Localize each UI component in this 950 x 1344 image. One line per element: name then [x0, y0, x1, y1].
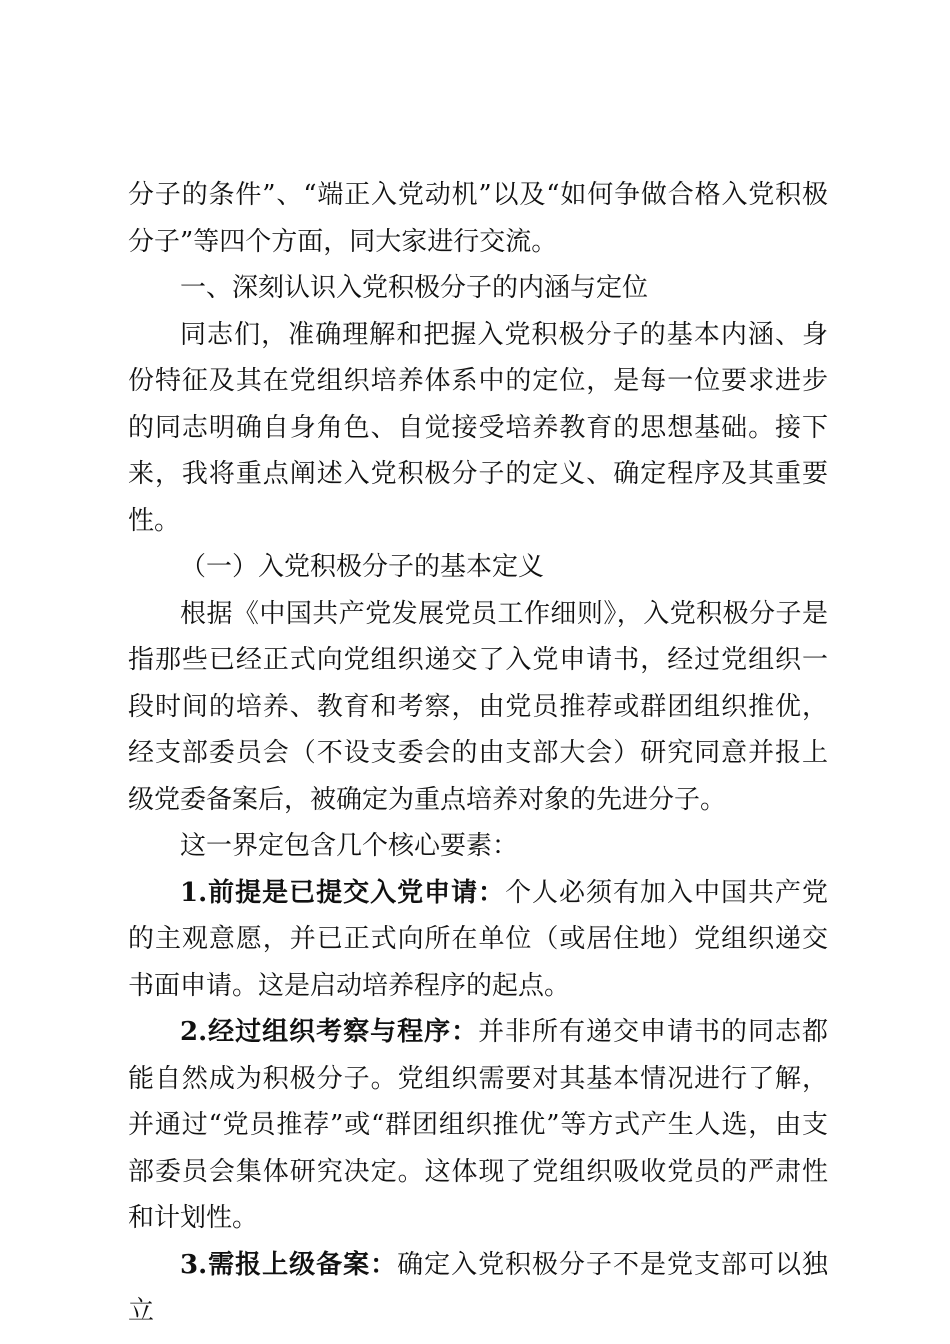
list-item — [128, 870, 828, 1010]
heading-text: （一）入党积极分子的基本定义 — [180, 552, 545, 582]
paragraph — [128, 591, 828, 824]
list-item — [128, 1242, 828, 1335]
paragraph-text: 这一界定包含几个核心要素： — [180, 831, 519, 861]
list-item — [128, 1009, 828, 1242]
list-item-text: 个人必须有加入中国共产党的主观意愿，并已正式向所在单位（或居住地）党组织递交书面申请。这是启动培养程序的起点。 — [128, 877, 828, 1001]
list-item-lead: 2.经过组织考察与程序： — [180, 1017, 479, 1047]
paragraph-continuation — [128, 172, 828, 265]
paragraph-text: 根据《中国共产党发展党员工作细则》，入党积极分子是指那些已经正式向党组织递交了入党申请书，经过党组织一段时间的培养、教育和考察，由党员推荐或群团组织推优，经支部委员会（不设支委会的由支部大会）研究同意并报上级党委备案后，被确定为重点培养对象的先进分子。 — [128, 598, 828, 815]
document-body — [128, 172, 828, 1335]
paragraph — [128, 823, 828, 870]
section-heading — [128, 265, 828, 312]
list-item-lead: 3.需报上级备案： — [180, 1249, 398, 1280]
list-item-text: 确定入党积极分子不是党支部可以独立 — [128, 1249, 828, 1326]
paragraph-text: 分子的条件”、“端正入党动机”以及“如何争做合格入党积极分子”等四个方面，同大家进行交流。 — [128, 180, 828, 257]
list-item-lead: 1.前提是已提交入党申请： — [180, 877, 506, 908]
subsection-heading — [128, 544, 828, 591]
paragraph — [128, 312, 828, 545]
heading-text: 一、深刻认识入党积极分子的内涵与定位 — [180, 273, 649, 303]
paragraph-text: 同志们，准确理解和把握入党积极分子的基本内涵、身份特征及其在党组织培养体系中的定位，是每一位要求进步的同志明确自身角色、自觉接受培养教育的思想基础。接下来，我将重点阐述入党积极分子的定义、确定程序及其重要性。 — [128, 319, 828, 536]
list-item-text: 并非所有递交申请书的同志都能自然成为积极分子。党组织需要对其基本情况进行了解，并通过“党员推荐”或“群团组织推优”等方式产生人选，由支部委员会集体研究决定。这体现了党组织吸收党员的严肃性和计划性。 — [128, 1017, 828, 1233]
